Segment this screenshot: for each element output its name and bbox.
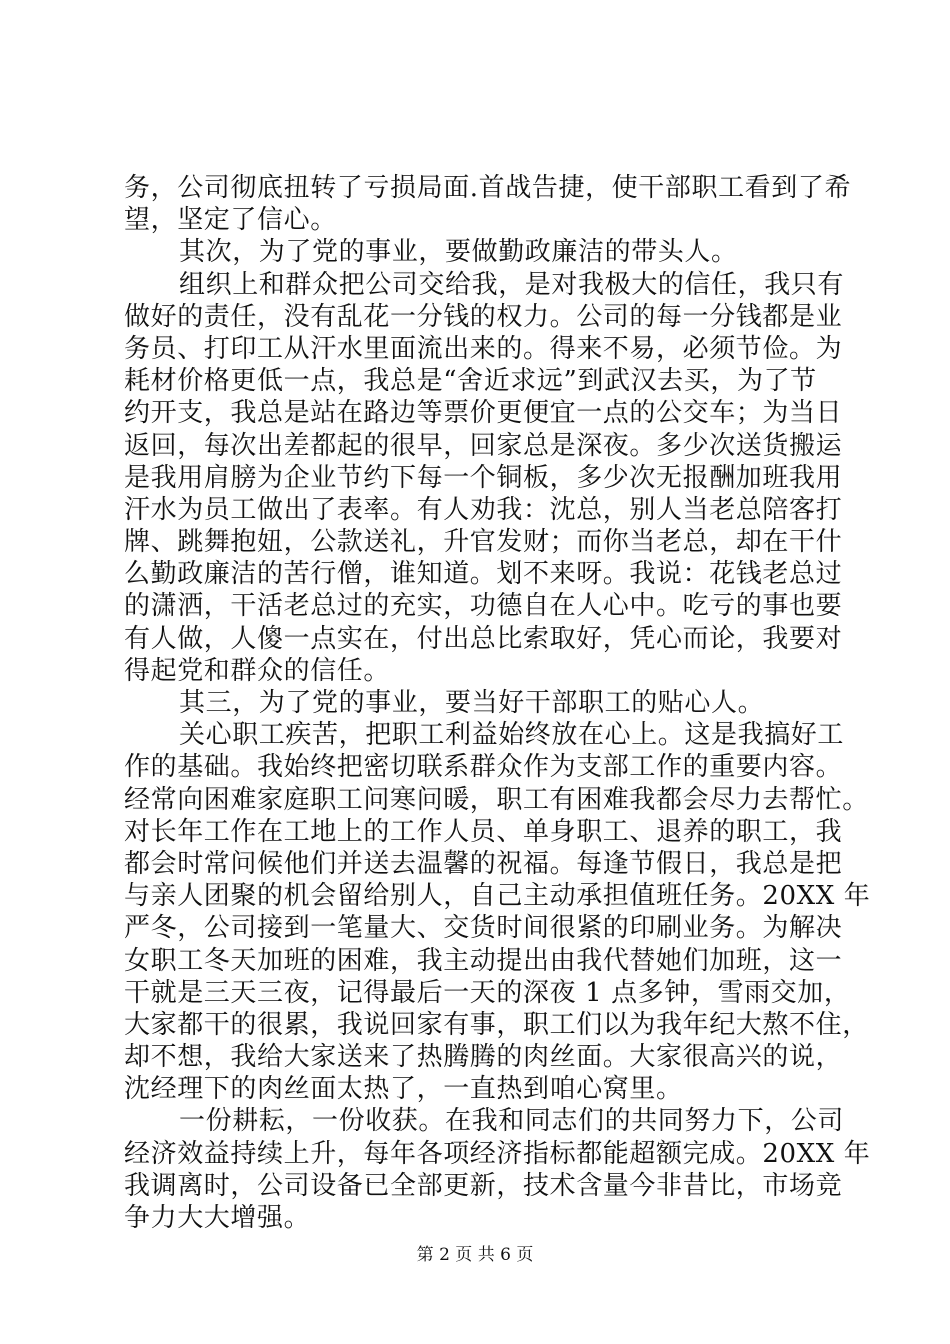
- text-line: 关心职工疾苦，把职工利益始终放在心上。这是我搞好工: [179, 720, 845, 751]
- text-line: 牌、跳舞抱妞，公款送礼，升官发财；而你当老总，却在干什: [124, 527, 843, 558]
- text-line: 经常向困难家庭职工问寒问暖，职工有困难我都会尽力去帮忙。: [124, 784, 869, 815]
- text-line: 女职工冬天加班的困难，我主动提出由我代替她们加班，这一: [124, 945, 843, 976]
- text-line: 我调离时，公司设备已全部更新，技术含量今非昔比，市场竞: [124, 1170, 843, 1201]
- text-line: 争力大大增强。: [124, 1203, 311, 1233]
- text-line: 么勤政廉洁的苦行僧，谁知道。划不来呀。我说：花钱老总过: [124, 559, 843, 590]
- text-line: 干就是三天三夜，记得最后一天的深夜 1 点多钟，雪雨交加，: [124, 977, 851, 1008]
- text-line: 却不想，我给大家送来了热腾腾的肉丝面。大家很高兴的说，: [124, 1042, 843, 1073]
- text-line: 得起党和群众的信任。: [124, 655, 391, 686]
- text-line: 做好的责任，没有乱花一分钱的权力。公司的每一分钱都是业: [124, 301, 843, 332]
- text-line: 与亲人团聚的机会留给别人，自己主动承担值班任务。20XX 年: [124, 881, 871, 912]
- text-line: 严冬，公司接到一笔量大、交货时间很紧的印刷业务。为解决: [124, 913, 843, 944]
- text-line: 大家都干的很累，我说回家有事，职工们以为我年纪大熬不住，: [124, 1009, 869, 1040]
- text-line: 务，公司彻底扭转了亏损局面.首战告捷，使干部职工看到了希: [124, 173, 852, 203]
- text-line: 约开支，我总是站在路边等票价更便宜一点的公交车；为当日: [124, 398, 843, 429]
- text-line: 作的基础。我始终把密切联系群众作为支部工作的重要内容。: [124, 752, 843, 783]
- text-line: 的潇洒，干活老总过的充实，功德自在人心中。吃亏的事也要: [124, 591, 843, 622]
- text-line: 务员、打印工从汗水里面流出来的。得来不易，必须节俭。为: [124, 333, 843, 364]
- text-line: 都会时常问候他们并送去温馨的祝福。每逢节假日，我总是把: [124, 848, 843, 879]
- text-line: 一份耕耘，一份收获。在我和同志们的共同努力下，公司: [179, 1106, 845, 1137]
- text-line: 经济效益持续上升，每年各项经济指标都能超额完成。20XX 年: [124, 1138, 871, 1169]
- text-line: 有人做，人傻一点实在，付出总比索取好，凭心而论，我要对: [124, 623, 843, 654]
- text-line: 是我用肩膀为企业节约下每一个铜板，多少次无报酬加班我用: [124, 462, 843, 493]
- text-line: 汗水为员工做出了表率。有人劝我：沈总，别人当老总陪客打: [124, 494, 843, 525]
- text-line: 其次，为了党的事业，要做勤政廉洁的带头人。: [179, 237, 738, 268]
- text-line: 返回，每次出差都起的很早，回家总是深夜。多少次送货搬运: [124, 430, 843, 461]
- text-line: 组织上和群众把公司交给我，是对我极大的信任，我只有: [179, 269, 845, 300]
- text-line: 耗材价格更低一点，我总是“舍近求远”到武汉去买，为了节: [124, 366, 817, 397]
- text-line: 沈经理下的肉丝面太热了，一直热到咱心窝里。: [124, 1074, 683, 1105]
- text-line: 望，坚定了信心。: [124, 205, 337, 236]
- text-line: 对长年工作在工地上的工作人员、单身职工、退养的职工，我: [124, 816, 843, 847]
- document-body: [124, 172, 871, 1234]
- text-line: 其三，为了党的事业，要当好干部职工的贴心人。: [179, 688, 765, 718]
- page-footer: 第 2 页 共 6 页: [416, 1245, 534, 1265]
